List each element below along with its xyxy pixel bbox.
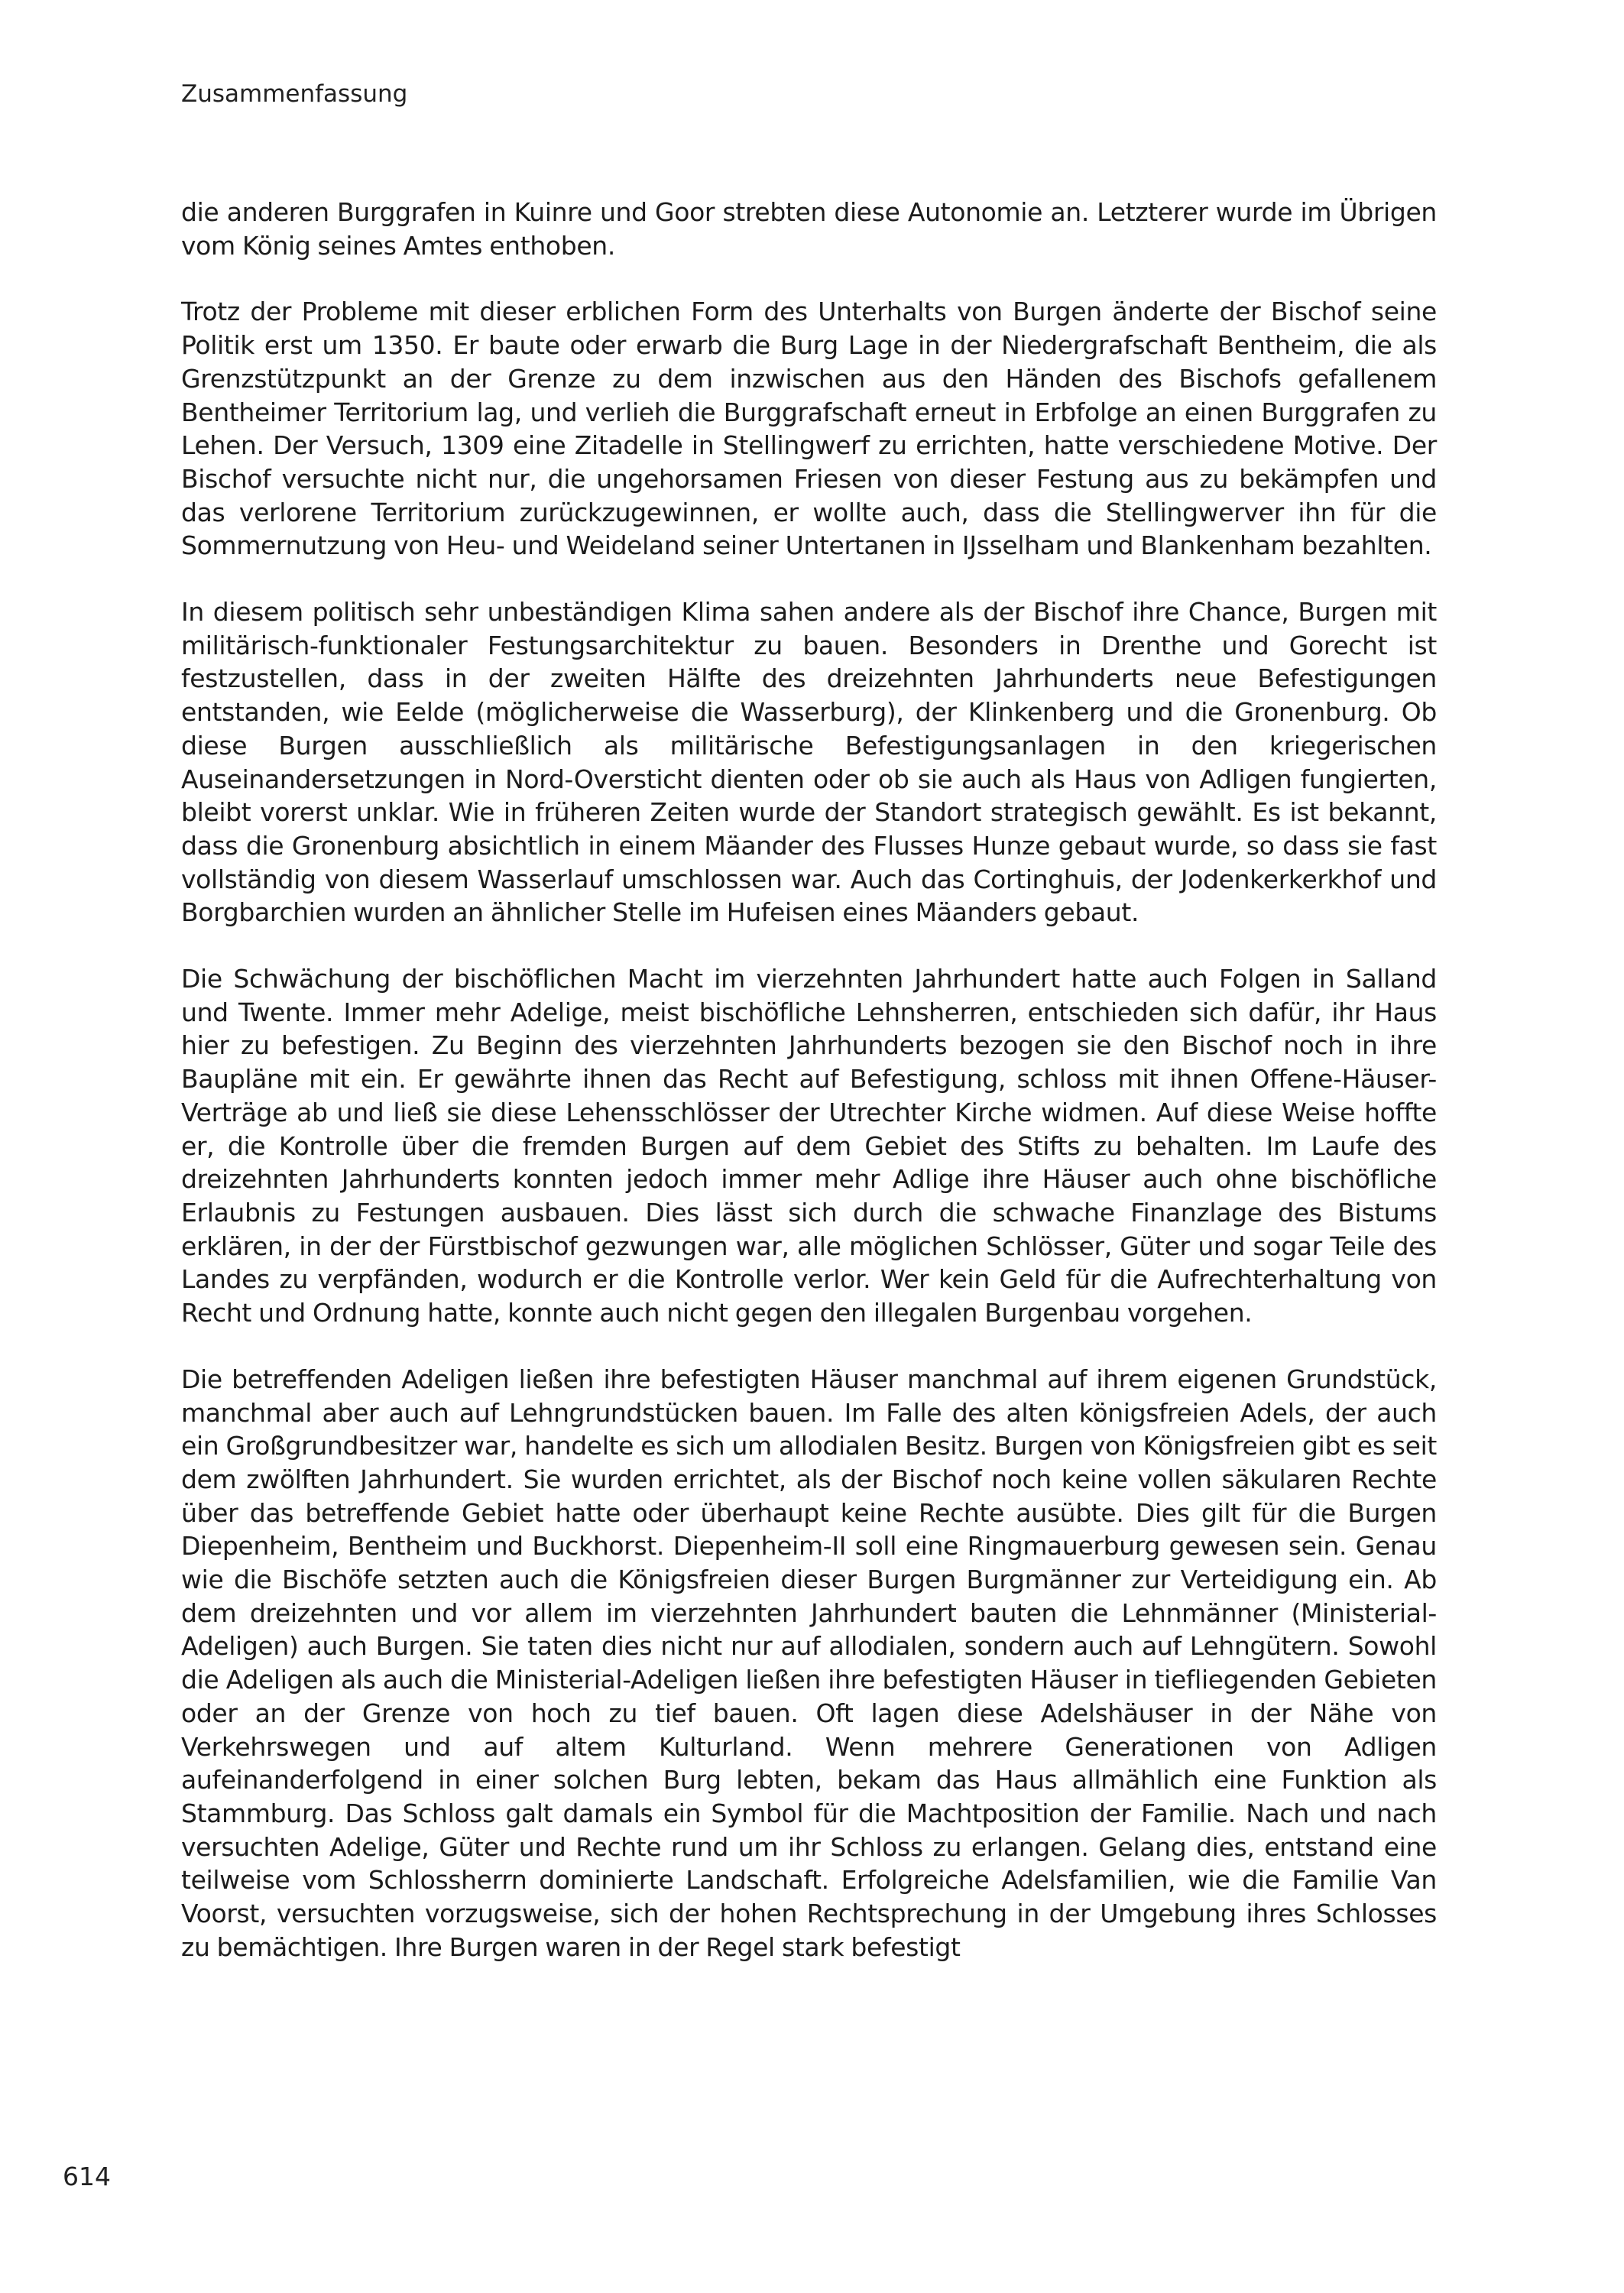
paragraph-5: Die betreffenden Adeligen ließen ihre befestigten Häuser manchmal auf ihrem eigenen Grundstück, manchmal aber auch auf Lehngrundstücken bauen. Im Falle des alten königsfreien Adels, der auch ein Großgrundbesitzer war, handelte es sich um allodialen Besitz. Burgen von Königsfreien gibt es seit dem zwölften Jahrhundert. Sie wurden errichtet, als der Bischof noch keine vollen säkularen Rechte über das betreffende Gebiet hatte oder überhaupt keine Rechte ausübte. Dies gilt für die Burgen Diepenheim, Bentheim und Buckhorst. Diepenheim-II soll eine Ringmauerburg gewesen sein. Genau wie die Bischöfe setzten auch die Königsfreien dieser Burgen Burgmänner zur Verteidigung ein. Ab dem dreizehnten und vor allem im vierzehnten Jahrhundert bauten die Lehnmänner (Ministerial-Adeligen) auch Burgen. Sie taten dies nicht nur auf allodialen, sondern auch auf Lehngütern. Sowohl die Adeligen als auch die Ministerial-Adeligen ließen ihre befestigten Häuser in tiefliegenden Gebieten oder an der Grenze von hoch zu tief bauen. Oft lagen diese Adelshäuser in der Nähe von Verkehrswegen und auf altem Kulturland. Wenn mehrere Generationen von Adligen aufeinanderfolgend in einer solchen Burg lebten, bekam das Haus allmählich eine Funktion als Stammburg. Das Schloss galt damals ein Symbol für die Machtposition der Familie. Nach und nach versuchten Adelige, Güter und Rechte rund um ihr Schloss zu erlangen. Gelang dies, entstand eine teilweise vom Schlossherrn dominierte Landschaft. Erfolgreiche Adelsfamilien, wie die Familie Van Voorst, versuchten vorzugsweise, sich der hohen Rechtsprechung in der Umgebung ihres Schlosses zu bemächtigen. Ihre Burgen waren in der Regel stark befestigt (181, 1364, 1437, 1962)
paragraph-1: die anderen Burggrafen in Kuinre und Goor strebten diese Autonomie an. Letzterer wurde im Übrigen vom König seines Amtes enthoben. (181, 197, 1437, 261)
page-number: 614 (63, 2162, 111, 2191)
paragraph-4: Die Schwächung der bischöflichen Macht im vierzehnten Jahrhundert hatte auch Folgen in Salland und Twente. Immer mehr Adelige, meist bischöfliche Lehnsherren, entschieden sich dafür, ihr Haus hier zu befestigen. Zu Beginn des vierzehnten Jahrhunderts bezogen sie den Bischof noch in ihre Baupläne mit ein. Er gewährte ihnen das Recht auf Befestigung, schloss mit ihnen Offene-Häuser-Verträge ab und ließ sie diese Lehensschlösser der Utrechter Kirche widmen. Auf diese Weise hoffte er, die Kontrolle über die fremden Burgen auf dem Gebiet des Stifts zu behalten. Im Laufe des dreizehnten Jahrhunderts konnten jedoch immer mehr Adlige ihre Häuser auch ohne bischöfliche Erlaubnis zu Festungen ausbauen. Dies lässt sich durch die schwache Finanzlage des Bistums erklären, in der der Fürstbischof gezwungen war, alle möglichen Schlösser, Güter und sogar Teile des Landes zu verpfänden, wodurch er die Kontrolle verlor. Wer kein Geld für die Aufrechterhaltung von Recht und Ordnung hatte, konnte auch nicht gegen den illegalen Burgenbau vorgehen. (181, 964, 1437, 1328)
running-header: Zusammenfassung (181, 80, 408, 108)
body-text (181, 196, 1437, 1996)
paragraph-2: Trotz der Probleme mit dieser erblichen Form des Unterhalts von Burgen änderte der Bischof seine Politik erst um 1350. Er baute oder erwarb die Burg Lage in der Niedergrafschaft Bentheim, die als Grenzstützpunkt an der Grenze zu dem inzwischen aus den Händen des Bischofs gefallenem Bentheimer Territorium lag, und verlieh die Burggrafschaft erneut in Erbfolge an einen Burggrafen zu Lehen. Der Versuch, 1309 eine Zitadelle in Stellingwerf zu errichten, hatte verschiedene Motive. Der Bischof versuchte nicht nur, die ungehorsamen Friesen von dieser Festung aus zu bekämpfen und das verlorene Territorium zurückzugewinnen, er wollte auch, dass die Stellingwerver ihn für die Sommernutzung von Heu- und Weideland seiner Untertanen in IJsselham und Blankenham bezahlten. (181, 297, 1437, 561)
paragraph-3: In diesem politisch sehr unbeständigen Klima sahen andere als der Bischof ihre Chance, Burgen mit militärisch-funktionaler Festungsarchitektur zu bauen. Besonders in Drenthe und Gorecht ist festzustellen, dass in der zweiten Hälfte des dreizehnten Jahrhunderts neue Befestigungen entstanden, wie Eelde (möglicherweise die Wasserburg), der Klinkenberg und die Gronenburg. Ob diese Burgen ausschließlich als militärische Befestigungsanlagen in den kriegerischen Auseinandersetzungen in Nord-Oversticht dienten oder ob sie auch als Haus von Adligen fungierten, bleibt vorerst unklar. Wie in früheren Zeiten wurde der Standort strategisch gewählt. Es ist bekannt, dass die Gronenburg absichtlich in einem Mäander des Flusses Hunze gebaut wurde, so dass sie fast vollständig von diesem Wasserlauf umschlossen war. Auch das Cortinghuis, der Jodenkerkerkhof und Borgbarchien wurden an ähnlicher Stelle im Hufeisen eines Mäanders gebaut. (181, 597, 1437, 928)
